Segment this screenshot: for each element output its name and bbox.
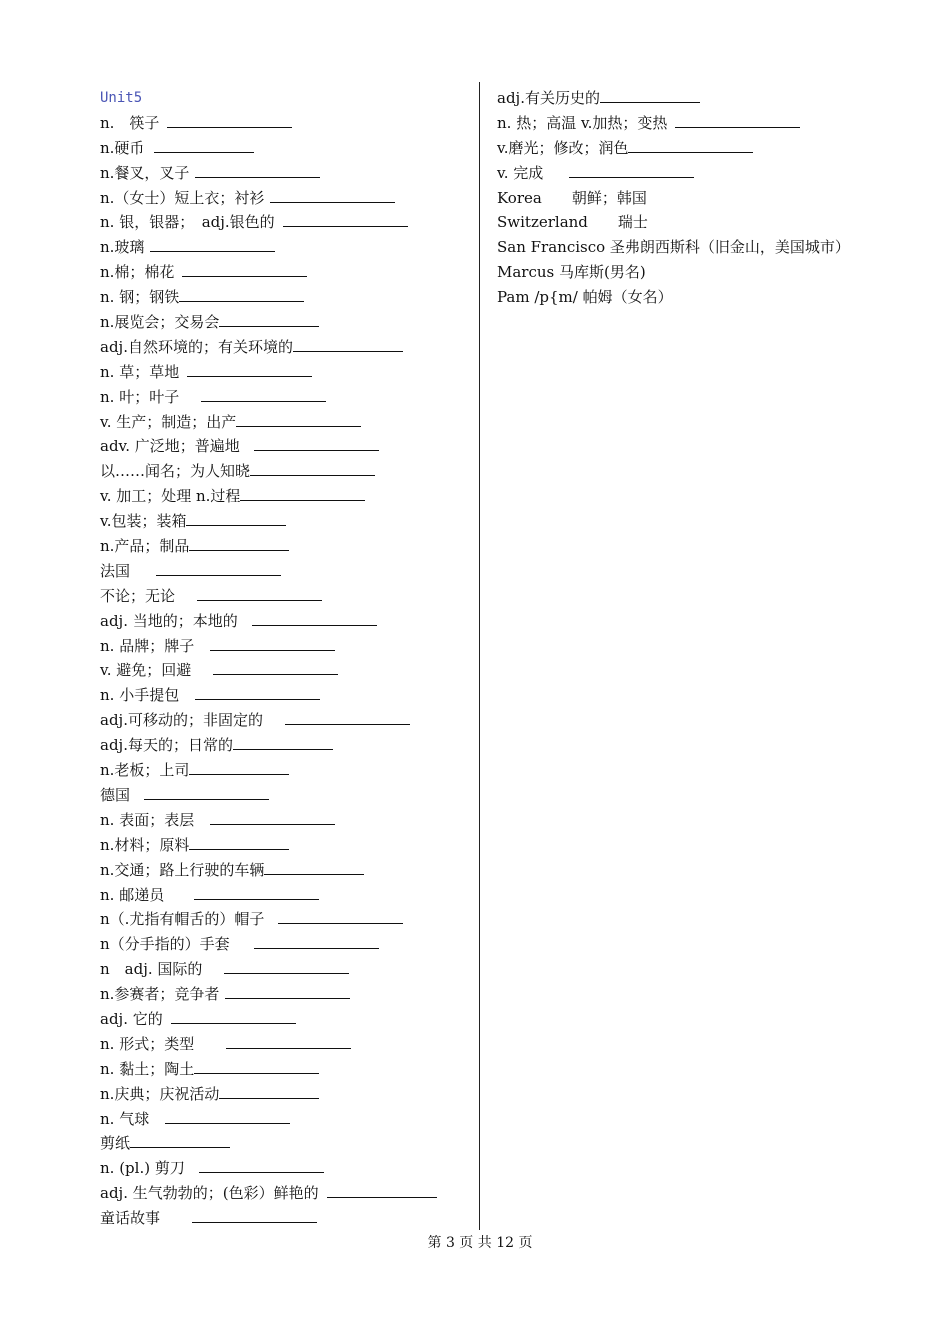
answer-blank[interactable] bbox=[219, 313, 319, 327]
vocab-item bbox=[100, 136, 470, 161]
vocab-prompt: n.产品；制品 bbox=[100, 537, 190, 556]
answer-blank[interactable] bbox=[600, 89, 700, 103]
answer-blank[interactable] bbox=[195, 686, 320, 700]
answer-blank[interactable] bbox=[236, 413, 361, 427]
vocab-item bbox=[100, 1107, 470, 1132]
vocab-prompt: 童话故事 bbox=[100, 1209, 161, 1228]
answer-blank[interactable] bbox=[278, 910, 403, 924]
answer-blank[interactable] bbox=[327, 1184, 437, 1198]
vocab-prompt: n adj. 国际的 bbox=[100, 960, 203, 979]
vocab-prompt: adj. 当地的；本地的 bbox=[100, 611, 238, 630]
vocab-item bbox=[497, 136, 917, 161]
answer-blank[interactable] bbox=[225, 985, 350, 999]
vocab-prompt: v. 避免；回避 bbox=[100, 661, 192, 680]
answer-blank[interactable] bbox=[154, 139, 254, 153]
answer-blank[interactable] bbox=[201, 388, 326, 402]
vocab-item bbox=[100, 1206, 470, 1231]
unit-heading: Unit5 bbox=[100, 90, 143, 106]
answer-blank[interactable] bbox=[264, 861, 364, 875]
vocab-prompt: n. 银，银器； adj.银色的 bbox=[100, 213, 275, 232]
answer-blank[interactable] bbox=[192, 1209, 317, 1223]
vocab-item bbox=[100, 484, 470, 509]
answer-blank[interactable] bbox=[165, 1110, 290, 1124]
vocab-prompt: n.材料；原料 bbox=[100, 835, 190, 854]
vocab-item bbox=[100, 1082, 470, 1107]
answer-blank[interactable] bbox=[156, 562, 281, 576]
vocab-item bbox=[100, 833, 470, 858]
vocab-item bbox=[497, 260, 917, 285]
vocab-prompt: Switzerland 瑞士 bbox=[497, 213, 648, 232]
vocab-item bbox=[497, 86, 917, 111]
vocab-prompt: n.参赛者；竞争者 bbox=[100, 985, 220, 1004]
vocab-prompt: n（.尤指有帽舌的）帽子 bbox=[100, 910, 265, 929]
vocab-prompt: n.庆典；庆祝活动 bbox=[100, 1084, 220, 1103]
answer-blank[interactable] bbox=[144, 786, 269, 800]
vocab-prompt: adj. 它的 bbox=[100, 1009, 163, 1028]
answer-blank[interactable] bbox=[182, 263, 307, 277]
page-footer: 第 3 页 共 12 页 bbox=[427, 1235, 533, 1251]
answer-blank[interactable] bbox=[195, 164, 320, 178]
vocab-prompt: 以……闻名；为人知晓 bbox=[100, 462, 251, 481]
vocab-item bbox=[100, 410, 470, 435]
vocab-item bbox=[100, 957, 470, 982]
answer-blank[interactable] bbox=[194, 886, 319, 900]
vocab-item bbox=[100, 360, 470, 385]
vocab-item bbox=[100, 285, 470, 310]
vocab-prompt: v. 加工；处理 n.过程 bbox=[100, 487, 241, 506]
answer-blank[interactable] bbox=[199, 1159, 324, 1173]
vocab-item bbox=[100, 459, 470, 484]
vocab-item bbox=[100, 609, 470, 634]
vocab-prompt: n. 黏土；陶土 bbox=[100, 1059, 195, 1078]
vocab-item bbox=[100, 235, 470, 260]
answer-blank[interactable] bbox=[252, 612, 377, 626]
answer-blank[interactable] bbox=[283, 213, 408, 227]
vocab-item bbox=[100, 758, 470, 783]
answer-blank[interactable] bbox=[197, 587, 322, 601]
answer-blank[interactable] bbox=[254, 437, 379, 451]
vocab-prompt: n.展览会；交易会 bbox=[100, 313, 220, 332]
vocab-item bbox=[100, 310, 470, 335]
answer-blank[interactable] bbox=[293, 338, 403, 352]
vocab-item bbox=[100, 783, 470, 808]
vocab-item bbox=[100, 111, 470, 136]
vocab-prompt: n. 草；草地 bbox=[100, 362, 180, 381]
vocab-item bbox=[100, 982, 470, 1007]
vocab-prompt: n. 筷子 bbox=[100, 113, 160, 132]
vocab-prompt: Marcus 马库斯(男名) bbox=[497, 263, 646, 282]
vocab-prompt: n. 表面；表层 bbox=[100, 810, 195, 829]
vocab-item bbox=[100, 210, 470, 235]
vocab-prompt: Pam /p{m/ 帕姆（女名） bbox=[497, 288, 673, 307]
vocab-prompt: n.交通；路上行驶的车辆 bbox=[100, 860, 265, 879]
vocab-prompt: v. 完成 bbox=[497, 163, 544, 182]
vocab-item bbox=[100, 683, 470, 708]
vocab-item bbox=[100, 658, 470, 683]
answer-blank[interactable] bbox=[194, 1060, 319, 1074]
answer-blank[interactable] bbox=[210, 637, 335, 651]
answer-blank[interactable] bbox=[150, 238, 275, 252]
vocab-item bbox=[100, 708, 470, 733]
vocab-prompt: San Francisco 圣弗朗西斯科（旧金山，美国城市） bbox=[497, 238, 850, 257]
answer-blank[interactable] bbox=[189, 836, 289, 850]
vocab-prompt: v.包装；装箱 bbox=[100, 512, 187, 531]
answer-blank[interactable] bbox=[285, 711, 410, 725]
vocab-item bbox=[100, 534, 470, 559]
answer-blank[interactable] bbox=[233, 736, 333, 750]
vocab-prompt: n. 小手提包 bbox=[100, 686, 180, 705]
vocab-item bbox=[100, 883, 470, 908]
vocab-prompt: n.硬币 bbox=[100, 138, 145, 157]
vocab-prompt: adj.有关历史的 bbox=[497, 89, 600, 107]
answer-blank[interactable] bbox=[171, 1010, 296, 1024]
vocab-prompt: n. 叶；叶子 bbox=[100, 387, 180, 406]
vocab-prompt: n. 热；高温 v.加热；变热 bbox=[497, 113, 668, 132]
answer-blank[interactable] bbox=[189, 537, 289, 551]
answer-blank[interactable] bbox=[224, 960, 349, 974]
vocab-prompt: adj.每天的；日常的 bbox=[100, 736, 233, 755]
vocab-item bbox=[100, 808, 470, 833]
vocab-prompt: v.磨光；修改；润色 bbox=[497, 138, 629, 157]
answer-blank[interactable] bbox=[189, 761, 289, 775]
vocab-prompt: n（分手指的）手套 bbox=[100, 935, 230, 954]
vocab-item bbox=[100, 584, 470, 609]
vocab-item bbox=[497, 161, 917, 186]
vocab-item bbox=[100, 634, 470, 659]
vocab-prompt: n.餐叉，叉子 bbox=[100, 163, 190, 182]
answer-blank[interactable] bbox=[167, 114, 292, 128]
answer-blank[interactable] bbox=[254, 935, 379, 949]
vocab-item bbox=[100, 907, 470, 932]
vocab-item bbox=[100, 733, 470, 758]
right-column bbox=[497, 86, 917, 310]
vocab-item bbox=[497, 285, 917, 310]
vocab-prompt: n. 邮递员 bbox=[100, 885, 165, 904]
vocab-item bbox=[100, 1181, 470, 1206]
answer-blank[interactable] bbox=[675, 114, 800, 128]
answer-blank[interactable] bbox=[240, 487, 365, 501]
answer-blank[interactable] bbox=[210, 811, 335, 825]
vocab-item bbox=[100, 858, 470, 883]
vocab-prompt: 不论；无论 bbox=[100, 586, 176, 605]
vocab-item bbox=[497, 186, 917, 211]
vocab-prompt: n.棉；棉花 bbox=[100, 263, 175, 282]
vocab-item bbox=[100, 932, 470, 957]
vocab-prompt: n. 品牌；牌子 bbox=[100, 636, 195, 655]
vocab-item bbox=[100, 161, 470, 186]
vocab-item bbox=[497, 235, 917, 260]
vocab-item bbox=[497, 111, 917, 136]
vocab-item bbox=[100, 1032, 470, 1057]
answer-blank[interactable] bbox=[130, 1134, 230, 1148]
answer-blank[interactable] bbox=[270, 189, 395, 203]
vocab-prompt: 法国 bbox=[100, 561, 131, 580]
vocab-item bbox=[100, 1007, 470, 1032]
vocab-item bbox=[100, 434, 470, 459]
vocab-prompt: adj. 生气勃勃的；(色彩）鲜艳的 bbox=[100, 1184, 319, 1203]
column-divider bbox=[479, 82, 480, 1230]
vocab-prompt: n. 气球 bbox=[100, 1109, 150, 1128]
vocab-prompt: 德国 bbox=[100, 785, 131, 804]
vocab-item bbox=[100, 559, 470, 584]
vocab-prompt: v. 生产；制造；出产 bbox=[100, 412, 237, 431]
vocab-prompt: adj.可移动的；非固定的 bbox=[100, 711, 263, 730]
vocab-item bbox=[100, 509, 470, 534]
vocab-item bbox=[100, 335, 470, 360]
answer-blank[interactable] bbox=[226, 1035, 351, 1049]
vocab-item bbox=[100, 1156, 470, 1181]
answer-blank[interactable] bbox=[187, 363, 312, 377]
answer-blank[interactable] bbox=[628, 139, 753, 153]
vocab-prompt: n.（女士）短上衣；衬衫 bbox=[100, 188, 265, 207]
vocab-prompt: adj.自然环境的；有关环境的 bbox=[100, 337, 293, 356]
vocab-prompt: adv. 广泛地；普遍地 bbox=[100, 437, 240, 456]
vocab-prompt: 剪纸 bbox=[100, 1134, 131, 1153]
vocab-item bbox=[100, 1057, 470, 1082]
vocab-item bbox=[497, 210, 917, 235]
left-column bbox=[100, 86, 470, 1231]
vocab-prompt: n. (pl.) 剪刀 bbox=[100, 1159, 185, 1178]
vocab-prompt: Korea 朝鲜；韩国 bbox=[497, 188, 647, 207]
answer-blank[interactable] bbox=[219, 1085, 319, 1099]
vocab-prompt: n. 钢；钢铁 bbox=[100, 288, 180, 307]
vocab-item bbox=[100, 260, 470, 285]
vocab-prompt: n.老板；上司 bbox=[100, 761, 190, 780]
answer-blank[interactable] bbox=[569, 164, 694, 178]
vocab-prompt: n. 形式；类型 bbox=[100, 1034, 195, 1053]
vocab-item bbox=[100, 385, 470, 410]
answer-blank[interactable] bbox=[213, 661, 338, 675]
vocab-prompt: n.玻璃 bbox=[100, 238, 145, 257]
vocab-item bbox=[100, 186, 470, 211]
answer-blank[interactable] bbox=[179, 288, 304, 302]
answer-blank[interactable] bbox=[250, 462, 375, 476]
vocab-item bbox=[100, 1131, 470, 1156]
answer-blank[interactable] bbox=[186, 512, 286, 526]
